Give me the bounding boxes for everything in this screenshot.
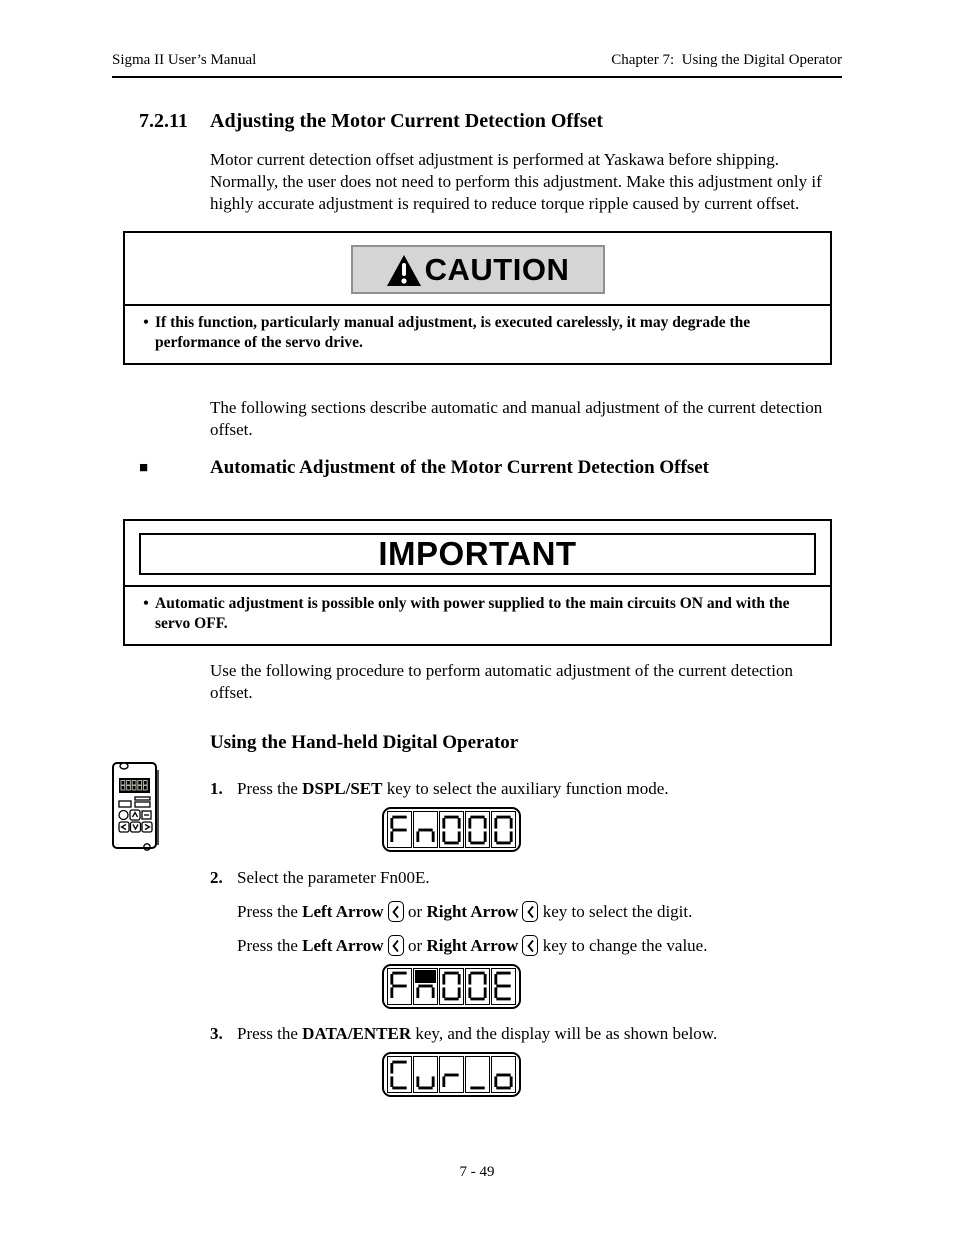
step-text-run: Press the	[237, 1024, 303, 1043]
subsection-title: Automatic Adjustment of the Motor Current Detection Offset	[210, 457, 709, 478]
display-digit	[413, 1056, 438, 1093]
important-label	[139, 533, 816, 575]
right-arrow-key-icon	[522, 901, 538, 922]
step-text-run: key to select the auxiliary function mode.	[382, 779, 669, 798]
important-label-text: IMPORTANT	[378, 535, 577, 572]
subsection-heading	[139, 457, 954, 479]
left-arrow-key-icon	[388, 901, 404, 922]
display-digit	[413, 968, 438, 1005]
step-text-run: or	[403, 935, 427, 955]
step-number: 1.	[210, 779, 223, 798]
square-bullet: ■	[139, 459, 149, 476]
display-digit	[439, 1056, 464, 1093]
procedure-intro-paragraph: Use the following procedure to perform automatic adjustment of the current detection offset.	[210, 661, 793, 702]
display-digit	[465, 811, 490, 848]
step-text-run: Right Arrow	[426, 935, 519, 955]
right-arrow-key-icon	[522, 935, 538, 956]
seven-segment-display	[382, 1052, 521, 1097]
subheading-handheld-operator: Using the Hand-held Digital Operator	[210, 732, 519, 753]
step-text-run: or	[403, 901, 427, 921]
step-text	[237, 1023, 717, 1045]
hand-held-digital-operator-image	[111, 758, 164, 853]
step-text-run: DATA/ENTER	[302, 1024, 412, 1043]
step-text-run: Left Arrow	[302, 901, 384, 921]
display-digit	[465, 968, 490, 1005]
step-text-run: Press the	[237, 901, 303, 921]
step-number: 3.	[210, 1024, 223, 1043]
caution-box	[123, 231, 832, 365]
step-item	[210, 867, 850, 889]
section-number: 7.2.11	[139, 110, 188, 132]
step-text-run: Press the	[237, 779, 303, 798]
seven-segment-display	[382, 964, 521, 1009]
step-item	[210, 778, 850, 800]
display-digit	[387, 811, 412, 848]
caution-label	[351, 245, 605, 294]
left-arrow-key-icon	[388, 935, 404, 956]
step-subline	[237, 935, 850, 957]
step-text-run: key, and the display will be as shown below.	[411, 1024, 718, 1043]
between-paragraph: The following sections describe automatic and manual adjustment of the current detection offset.	[210, 398, 823, 439]
display-digit	[491, 968, 516, 1005]
header-right-chapter: Chapter 7: Using the Digital Operator	[611, 52, 842, 68]
display-digit	[413, 811, 438, 848]
display-digit	[465, 1056, 490, 1093]
page-header	[112, 52, 842, 78]
step-text-run: key to select the digit.	[538, 901, 693, 921]
intro-paragraph: Motor current detection offset adjustment is performed at Yaskawa before shipping. Normally, the user does not need to perform this adjustment. Make this adjustment only if highly accurate adjustment is required to reduce torque ripple caused by current offset.	[210, 150, 822, 213]
step-text	[237, 778, 669, 800]
important-box	[123, 519, 832, 646]
page-number: 7 - 49	[459, 1164, 495, 1180]
step-number: 2.	[210, 867, 223, 887]
page-footer	[0, 1164, 954, 1181]
display-digit	[439, 811, 464, 848]
bullet-dot: •	[143, 595, 149, 612]
display-digit	[491, 1056, 516, 1093]
section-title: Adjusting the Motor Current Detection Offset	[210, 110, 604, 132]
caution-label-text: CAUTION	[424, 251, 570, 287]
warning-triangle-icon	[386, 254, 422, 287]
step-text-run: Right Arrow	[426, 901, 519, 921]
seven-segment-display	[382, 807, 521, 852]
step-text-run: key to change the value.	[538, 935, 708, 955]
caution-bullet-text: If this function, particularly manual adjustment, is executed carelessly, it may degrade the performance of the servo drive.	[155, 314, 751, 351]
display-digit	[387, 968, 412, 1005]
important-bullet	[125, 587, 830, 644]
procedure-steps	[210, 778, 850, 1098]
step-text-run: Select the parameter Fn00E.	[237, 867, 430, 887]
step-text	[237, 867, 430, 889]
step-text-run: Press the	[237, 935, 303, 955]
bullet-dot: •	[143, 314, 149, 331]
important-bullet-text: Automatic adjustment is possible only with power supplied to the main circuits ON and with the servo OFF.	[155, 595, 790, 632]
display-digit	[387, 1056, 412, 1093]
display-digit	[439, 968, 464, 1005]
display-digit	[491, 811, 516, 848]
section-heading	[139, 110, 954, 133]
step-text-run: DSPL/SET	[302, 779, 383, 798]
step-subline	[237, 901, 850, 923]
caution-bullet	[125, 306, 830, 363]
step-item	[210, 1023, 850, 1045]
digit-cursor	[415, 970, 436, 983]
step-text-run: Left Arrow	[302, 935, 384, 955]
header-left-title: Sigma II User’s Manual	[112, 52, 257, 68]
